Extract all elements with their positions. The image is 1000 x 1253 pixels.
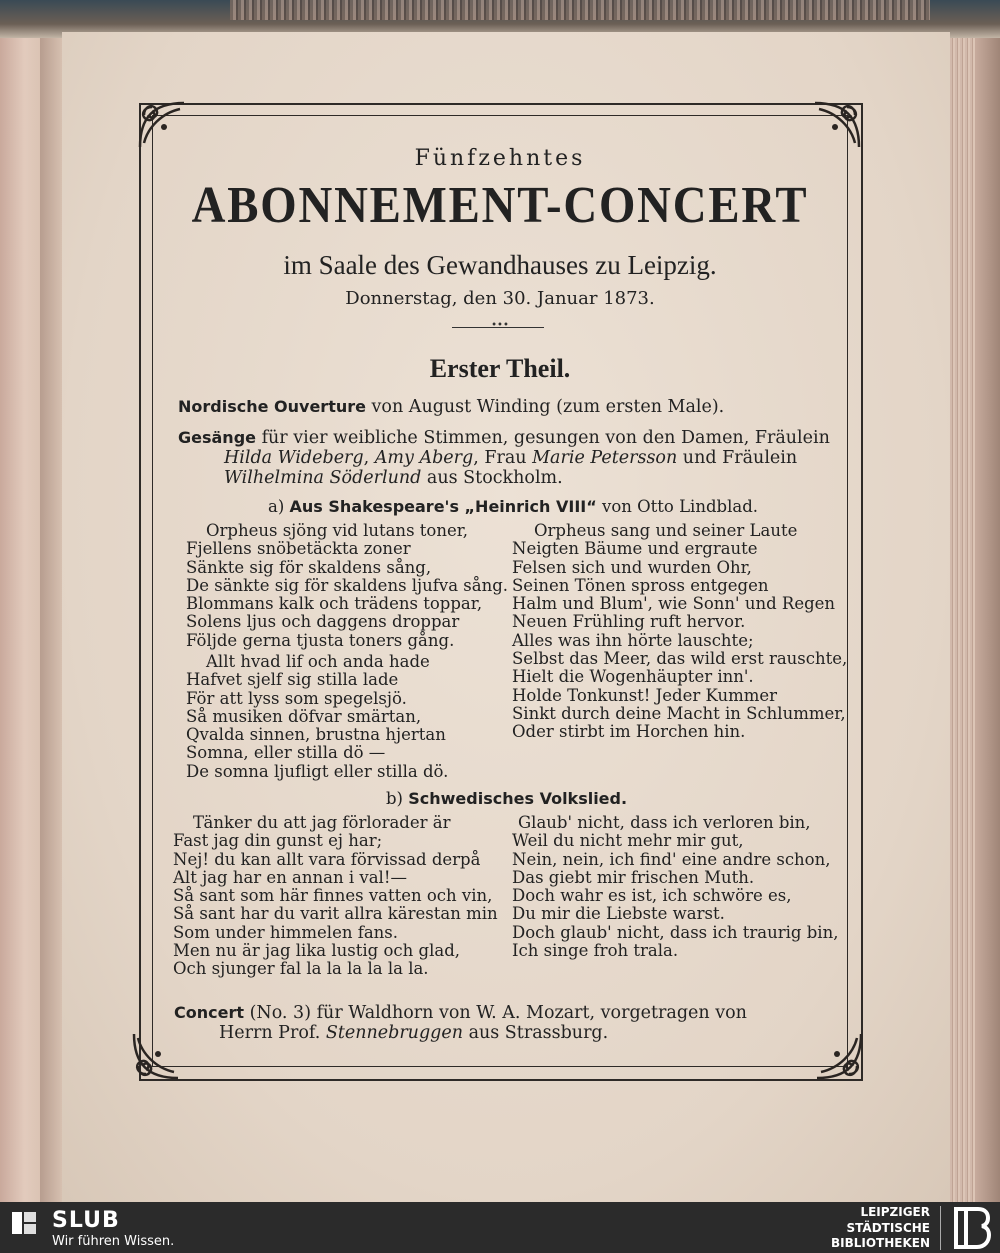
work-title: Nordische Ouverture bbox=[178, 397, 366, 416]
lyric-line: Fast jag din gunst ej har; bbox=[173, 831, 383, 851]
song-b-swedish-text bbox=[173, 814, 498, 979]
lyric-line: Alt jag har en annan i val!— bbox=[173, 867, 407, 887]
book-right-edge bbox=[975, 38, 1000, 1202]
slub-logo-icon bbox=[10, 1210, 38, 1236]
song-a-swedish-stanza2 bbox=[186, 653, 448, 781]
lyric-line: Och sjunger fal la la la la la la. bbox=[173, 959, 429, 979]
lyric-line: Ich singe froh trala. bbox=[512, 941, 679, 961]
lyric-line: Doch glaub' nicht, dass ich traurig bin, bbox=[512, 922, 839, 942]
lyric-line: Selbst das Meer, das wild erst rauschte, bbox=[512, 649, 848, 669]
song-letter: b) bbox=[386, 789, 403, 808]
song-a-german-text bbox=[512, 522, 847, 742]
lyric-line: För att lyss som spegelsjö. bbox=[186, 688, 407, 708]
lyric-line: De somna ljufligt eller stilla dö. bbox=[186, 761, 449, 781]
section-heading: Erster Theil. bbox=[429, 354, 571, 383]
lyric-line: Qvalda sinnen, brustna hjertan bbox=[186, 725, 446, 745]
song-title: Schwedisches Volkslied. bbox=[408, 789, 628, 808]
lyric-line: Fjellens snöbetäckta zoner bbox=[186, 539, 411, 559]
footer-divider bbox=[940, 1206, 941, 1250]
song-a-swedish-stanza1 bbox=[186, 522, 508, 650]
corner-ornament-icon bbox=[809, 97, 865, 153]
singer-name: Hilda Wideberg bbox=[224, 448, 364, 468]
lyric-line: Das giebt mir frischen Muth. bbox=[512, 867, 755, 887]
program-item-overture bbox=[178, 396, 724, 418]
lyric-line: Orpheus sjöng vid lutans toner, bbox=[206, 521, 469, 540]
lyric-line: Solens ljus och daggens droppar bbox=[186, 612, 460, 632]
work-details: (No. 3) für Waldhorn von W. A. Mozart, vorgetragen von bbox=[244, 1003, 747, 1023]
song-b-heading bbox=[386, 790, 627, 808]
work-details: von August Winding (zum ersten Male). bbox=[365, 397, 725, 417]
singer-name: Marie Petersson bbox=[532, 448, 678, 468]
footer-tagline: Wir führen Wissen. bbox=[52, 1234, 175, 1249]
lyric-line: Som under himmelen fans. bbox=[173, 922, 398, 942]
lyric-line: Neuen Frühling ruft hervor. bbox=[512, 612, 746, 632]
lyric-line: Men nu är jag lika lustig och glad, bbox=[173, 941, 461, 961]
lyric-line: Halm und Blum', wie Sonn' und Regen bbox=[512, 594, 836, 614]
lyric-line: Tänker du att jag förlorader är bbox=[193, 813, 451, 832]
book-cloth-cover bbox=[230, 0, 930, 20]
lyric-line: Nein, nein, ich find' eine andre schon, bbox=[512, 849, 831, 869]
concert-number: Fünfzehntes bbox=[414, 146, 586, 171]
lyric-line: Felsen sich und wurden Ohr, bbox=[512, 557, 752, 577]
lyric-line: Glaub' nicht, dass ich verloren bin, bbox=[518, 813, 811, 832]
lyric-line: De sänkte sig för skaldens ljufva sång. bbox=[186, 575, 509, 595]
partner-line: STÄDTISCHE bbox=[846, 1220, 930, 1235]
song-a-heading bbox=[268, 498, 758, 516]
text-fragment: aus Strassburg. bbox=[463, 1023, 609, 1043]
lyric-line: Allt hvad lif och anda hade bbox=[206, 652, 430, 671]
lyric-line: Alles was ihn hörte lauschte; bbox=[512, 630, 754, 650]
song-composer: von Otto Lindblad. bbox=[596, 497, 758, 516]
program-item-songs-line2: Hilda Wideberg, Amy Aberg, Frau Marie Petersson und Fräulein bbox=[224, 448, 798, 468]
partner-line: LEIPZIGER bbox=[860, 1205, 930, 1219]
lyric-line: Doch wahr es ist, ich schwöre es, bbox=[512, 886, 792, 906]
song-title: Aus Shakespeare's „Heinrich VIII“ bbox=[289, 497, 597, 516]
text-fragment: Herrn Prof. bbox=[219, 1023, 326, 1043]
program-item-songs-line1 bbox=[178, 427, 830, 449]
text-fragment: , Frau bbox=[473, 448, 533, 468]
lyric-line: Oder stirbt im Horchen hin. bbox=[512, 722, 746, 742]
lyric-line: Seinen Tönen spross entgegen bbox=[512, 575, 769, 595]
work-title: Concert bbox=[174, 1003, 244, 1022]
library-logo-icon bbox=[950, 1205, 992, 1251]
corner-ornament-icon bbox=[811, 1028, 867, 1084]
work-title: Gesänge bbox=[178, 428, 256, 447]
lyric-line: Somna, eller stilla dö — bbox=[186, 743, 386, 763]
program-item-concert-line2 bbox=[219, 1023, 608, 1044]
concert-title: ABONNEMENT-CONCERT bbox=[191, 177, 809, 234]
lyric-line: Hielt die Wogenhäupter inn'. bbox=[512, 667, 754, 687]
corner-ornament-icon bbox=[134, 97, 190, 153]
lyric-line: Sinkt durch deine Macht in Schlummer, bbox=[512, 703, 846, 723]
lyric-line: Så sant har du varit allra kärestan min bbox=[173, 904, 498, 924]
partner-line: BIBLIOTHEKEN bbox=[830, 1236, 930, 1250]
lyric-line: Sänkte sig för skaldens sång, bbox=[186, 557, 432, 577]
song-b-german-text bbox=[512, 814, 838, 960]
lyric-line: Weil du nicht mehr mir gut, bbox=[512, 831, 744, 851]
lyric-line: Följde gerna tjusta toners gång. bbox=[186, 630, 455, 650]
lyric-line: Hafvet sjelf sig stilla lade bbox=[186, 670, 399, 690]
corner-ornament-icon bbox=[128, 1028, 184, 1084]
singer-name: Amy Aberg bbox=[374, 448, 474, 468]
lyric-line: Du mir die Liebste warst. bbox=[512, 904, 725, 924]
concert-date: Donnerstag, den 30. Januar 1873. bbox=[345, 288, 655, 309]
work-details: für vier weibliche Stimmen, gesungen von den Damen, Fräulein bbox=[256, 428, 830, 448]
lyric-line: Nej! du kan allt vara förvissad derpå bbox=[173, 849, 481, 869]
lyric-line: Orpheus sang und seiner Laute bbox=[534, 521, 798, 540]
lyric-line: Så musiken döfvar smärtan, bbox=[186, 706, 422, 726]
divider-ornament: ••• bbox=[491, 320, 509, 331]
performer-name: Stennebruggen bbox=[325, 1023, 463, 1043]
singer-name: Wilhelmina Söderlund bbox=[224, 468, 422, 488]
text-fragment: und Fräulein bbox=[677, 448, 798, 468]
venue: im Saale des Gewandhauses zu Leipzig. bbox=[283, 250, 717, 280]
program-item-songs-line3 bbox=[224, 468, 563, 489]
partner-name[interactable] bbox=[831, 1205, 930, 1252]
program-item-concert-line1 bbox=[174, 1002, 747, 1024]
lyric-line: Neigten Bäume und ergraute bbox=[512, 539, 758, 559]
lyric-line: Blommans kalk och trädens toppar, bbox=[186, 594, 483, 614]
lyric-line: Så sant som här finnes vatten och vin, bbox=[173, 886, 493, 906]
footer-brand[interactable]: SLUB bbox=[52, 1208, 120, 1233]
song-letter: a) bbox=[268, 497, 285, 516]
lyric-line: Holde Tonkunst! Jeder Kummer bbox=[512, 685, 778, 705]
text-fragment: aus Stockholm. bbox=[421, 468, 563, 488]
